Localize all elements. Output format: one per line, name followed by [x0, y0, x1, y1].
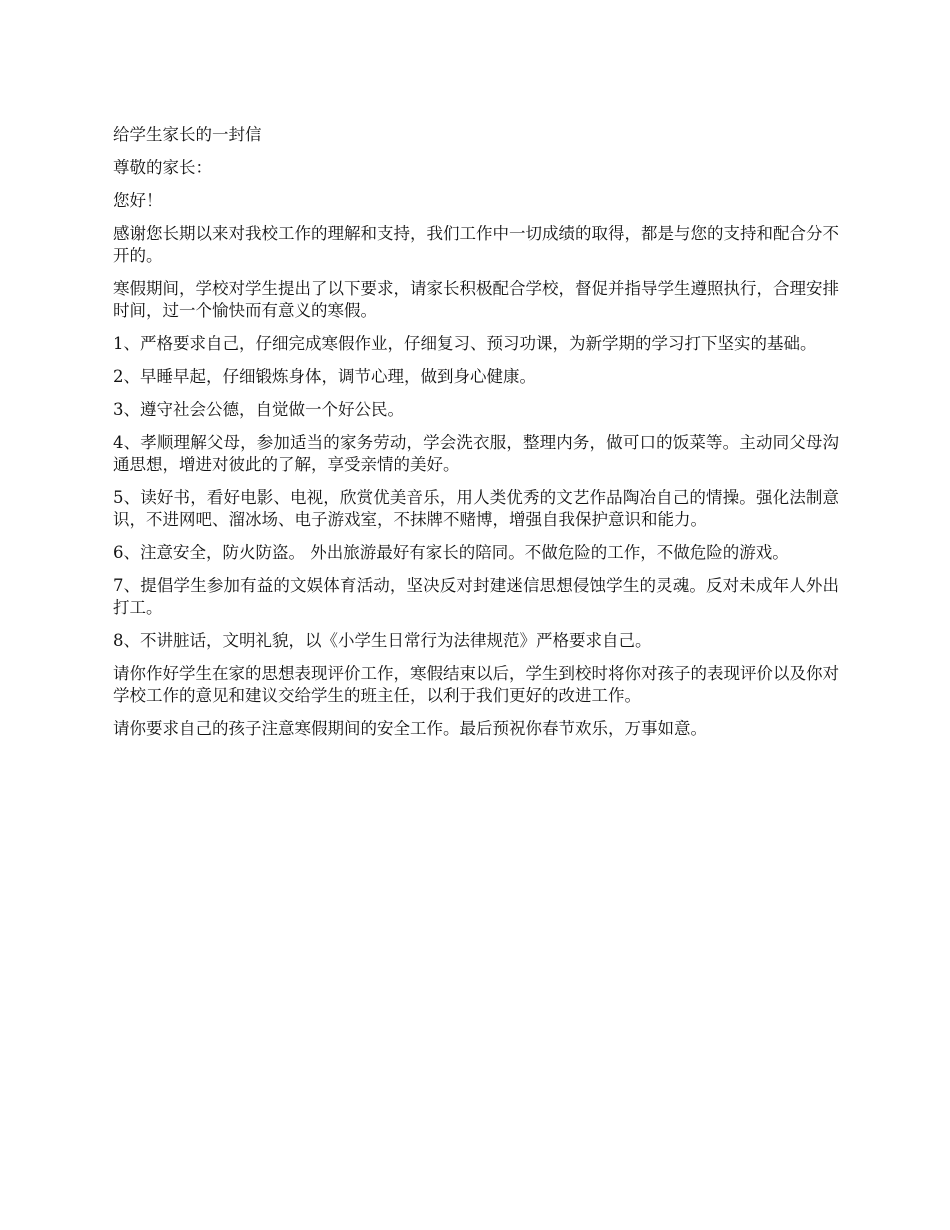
requirement-item: 7、提倡学生参加有益的文娱体育活动，坚决反对封建迷信思想侵蚀学生的灵魂。反对未成年人外出打工。 — [113, 576, 839, 617]
requirement-item: 4、孝顺理解父母，参加适当的家务劳动，学会洗衣服，整理内务，做可口的饭菜等。主动同父母沟通思想，增进对彼此的了解，享受亲情的美好。 — [113, 433, 839, 474]
letter-salutation: 尊敬的家长： — [113, 158, 212, 177]
letter-greeting: 您好！ — [113, 191, 163, 210]
requirement-item: 2、早睡早起，仔细锻炼身体，调节心理，做到身心健康。 — [113, 367, 536, 386]
requirement-item: 3、遵守社会公德，自觉做一个好公民。 — [113, 400, 404, 419]
closing-paragraph: 请你要求自己的孩子注意寒假期间的安全工作。最后预祝你春节欢乐，万事如意。 — [113, 719, 707, 738]
letter-page — [113, 124, 839, 751]
intro-paragraph: 感谢您长期以来对我校工作的理解和支持，我们工作中一切成绩的取得，都是与您的支持和配合分不开的。 — [113, 224, 839, 265]
requirement-item: 1、严格要求自己，仔细完成寒假作业，仔细复习、预习功课，为新学期的学习打下坚实的基础。 — [113, 334, 817, 353]
requirement-item: 6、注意安全，防火防盗。 外出旅游最好有家长的陪同。不做危险的工作，不做危险的游戏。 — [113, 543, 789, 562]
intro-paragraph: 寒假期间，学校对学生提出了以下要求，请家长积极配合学校，督促并指导学生遵照执行，合理安排时间，过一个愉快而有意义的寒假。 — [113, 279, 839, 320]
closing-paragraph: 请你作好学生在家的思想表现评价工作，寒假结束以后，学生到校时将你对孩子的表现评价以及你对学校工作的意见和建议交给学生的班主任，以利于我们更好的改进工作。 — [113, 664, 839, 705]
requirement-item: 8、不讲脏话，文明礼貌，以《小学生日常行为法律规范》严格要求自己。 — [113, 631, 652, 650]
letter-title: 给学生家长的一封信 — [113, 125, 262, 144]
requirement-item: 5、读好书，看好电影、电视，欣赏优美音乐，用人类优秀的文艺作品陶冶自己的情操。强化法制意识，不进网吧、溜冰场、电子游戏室，不抹牌不赌博，增强自我保护意识和能力。 — [113, 488, 839, 529]
